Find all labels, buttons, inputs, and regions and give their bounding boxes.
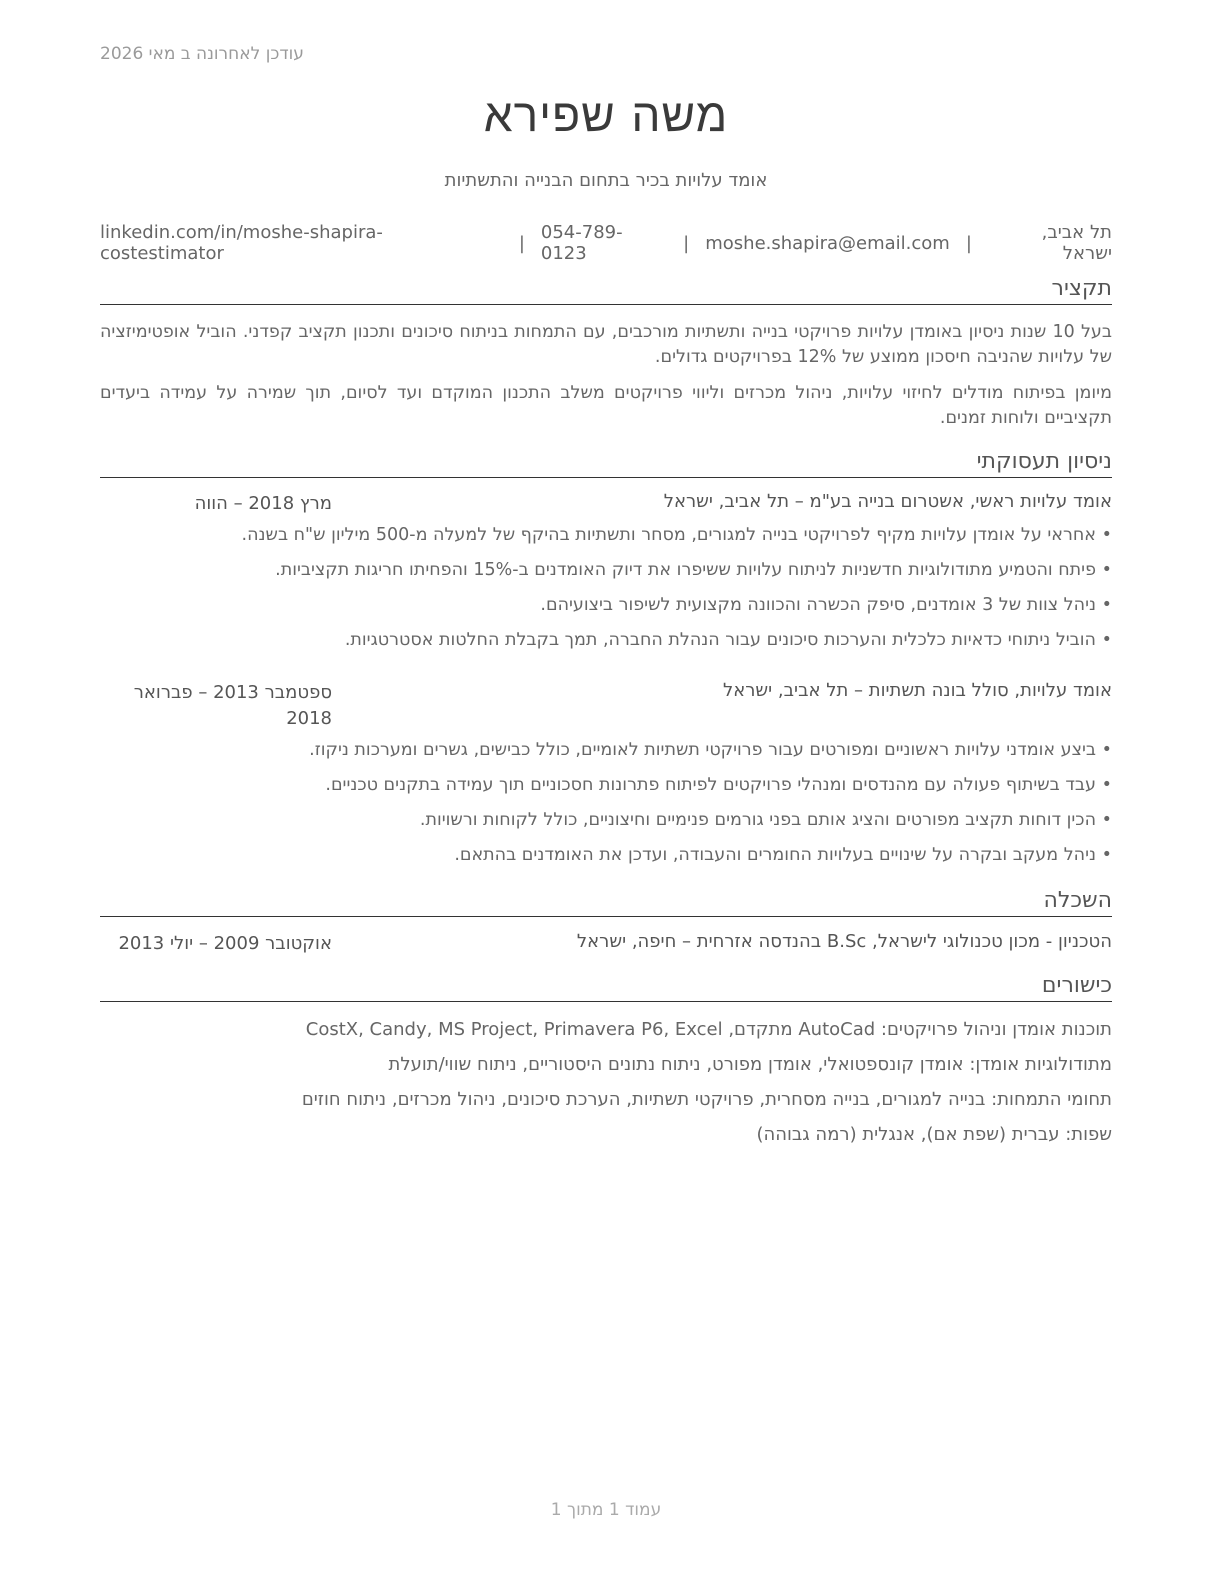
contact-line	[100, 222, 1112, 264]
experience-heading: ניסיון תעסוקתי	[100, 449, 1112, 478]
page-number: עמוד 1 מתוך 1	[550, 1500, 662, 1520]
last-updated: עודכן לאחרונה ב מאי 2026	[100, 44, 304, 64]
headline: אומד עלויות בכיר בתחום הבנייה והתשתיות	[444, 170, 768, 191]
list-item: • הוביל ניתוחי כדאיות כלכלית והערכות סיכונים עבור הנהלת החברה, תמך בקבלת החלטות אסטרטגיות.	[100, 628, 1112, 663]
contact-linkedin[interactable]: linkedin.com/in/moshe-shapira-costestimator	[100, 222, 383, 264]
education-title: הטכניון - מכון טכנולוגי לישראל, B.Sc בהנדסה אזרחית – חיפה, ישראל	[576, 931, 1112, 952]
list-item: שפות: עברית (שפת אם), אנגלית (רמה גבוהה)	[756, 1124, 1112, 1145]
resume-page	[100, 0, 1112, 1584]
contact-phone[interactable]: 054-789-0123	[540, 222, 623, 264]
candidate-name: משה שפירא	[483, 88, 729, 142]
job-dates: מרץ 2018 – הווה	[194, 493, 332, 514]
job-bullets	[100, 523, 1112, 663]
contact-separator: |	[965, 232, 972, 254]
list-item: • ניהל מעקב ובקרה על שינויים בעלויות החומרים והעבודה, ועדכן את האומדנים בהתאם.	[100, 843, 1112, 878]
list-item: תוכנות אומדן וניהול פרויקטים: AutoCad מתקדם, CostX, Candy, MS Project, Primavera P6, Excel	[305, 1019, 1112, 1040]
job-bullets	[100, 738, 1112, 878]
contact-location: תל אביב, ישראל	[1041, 222, 1112, 264]
contact-separator: |	[518, 232, 525, 254]
list-item: • ניהל צוות של 3 אומדנים, סיפק הכשרה והכוונה מקצועית לשיפור ביצועיהם.	[100, 593, 1112, 628]
education-heading: השכלה	[100, 888, 1112, 917]
skills-heading: כישורים	[100, 973, 1112, 1002]
contact-email[interactable]: moshe.shapira@email.com	[705, 232, 950, 254]
job-title: אומד עלויות ראשי, אשטרום בנייה בע"מ – תל אביב, ישראל	[663, 491, 1112, 512]
list-item: • אחראי על אומדן עלויות מקיף לפרויקטי בנייה למגורים, מסחר ותשתיות בהיקף של למעלה מ-500 מיליון ש"ח בשנה.	[100, 523, 1112, 558]
list-item: • ביצע אומדני עלויות ראשוניים ומפורטים עבור פרויקטי תשתיות לאומיים, כולל כבישים, גשרים ומערכות ניקוז.	[100, 738, 1112, 773]
skills-list	[100, 1017, 1112, 1157]
summary-heading: תקציר	[100, 276, 1112, 305]
list-item: • פיתח והטמיע מתודולוגיות חדשניות לניתוח עלויות ששיפרו את דיוק האומדנים ב-15% והפחיתו חריגות תקציביות.	[100, 558, 1112, 593]
list-item: תחומי התמחות: בנייה למגורים, בנייה מסחרית, פרויקטי תשתיות, הערכת סיכונים, ניהול מכרזים, ניתוח חוזים	[301, 1089, 1112, 1110]
list-item: • הכין דוחות תקציב מפורטים והציג אותם בפני גורמים פנימיים וחיצוניים, כולל לקוחות ורשויות.	[100, 808, 1112, 843]
summary-paragraph: בעל 10 שנות ניסיון באומדן עלויות פרויקטי בנייה ותשתיות מורכבים, עם התמחות בניתוח סיכונים ותכנון תקציב קפדני. הוביל אופטימיזציה של עלויות שהניבה חיסכון ממוצע של 12% בפרויקטים גדולים.	[100, 322, 1112, 367]
list-item: מתודולוגיות אומדן: אומדן קונספטואלי, אומדן מפורט, ניתוח נתונים היסטוריים, ניתוח שווי/תועלת	[388, 1054, 1112, 1075]
job-title: אומד עלויות, סולל בונה תשתיות – תל אביב, ישראל	[723, 680, 1112, 701]
education-dates: אוקטובר 2009 – יולי 2013	[118, 933, 332, 954]
list-item: • עבד בשיתוף פעולה עם מהנדסים ומנהלי פרויקטים לפיתוח פתרונות חסכוניים תוך עמידה בתקנים טכניים.	[100, 773, 1112, 808]
contact-separator: |	[683, 232, 690, 254]
summary-paragraph: מיומן בפיתוח מודלים לחיזוי עלויות, ניהול מכרזים וליווי פרויקטים משלב התכנון המוקדם ועד לסיום, תוך שמירה על עמידה ביעדים תקציביים ולוחות זמנים.	[100, 383, 1112, 428]
job-dates: ספטמבר 2013 – פברואר 2018	[133, 682, 332, 729]
